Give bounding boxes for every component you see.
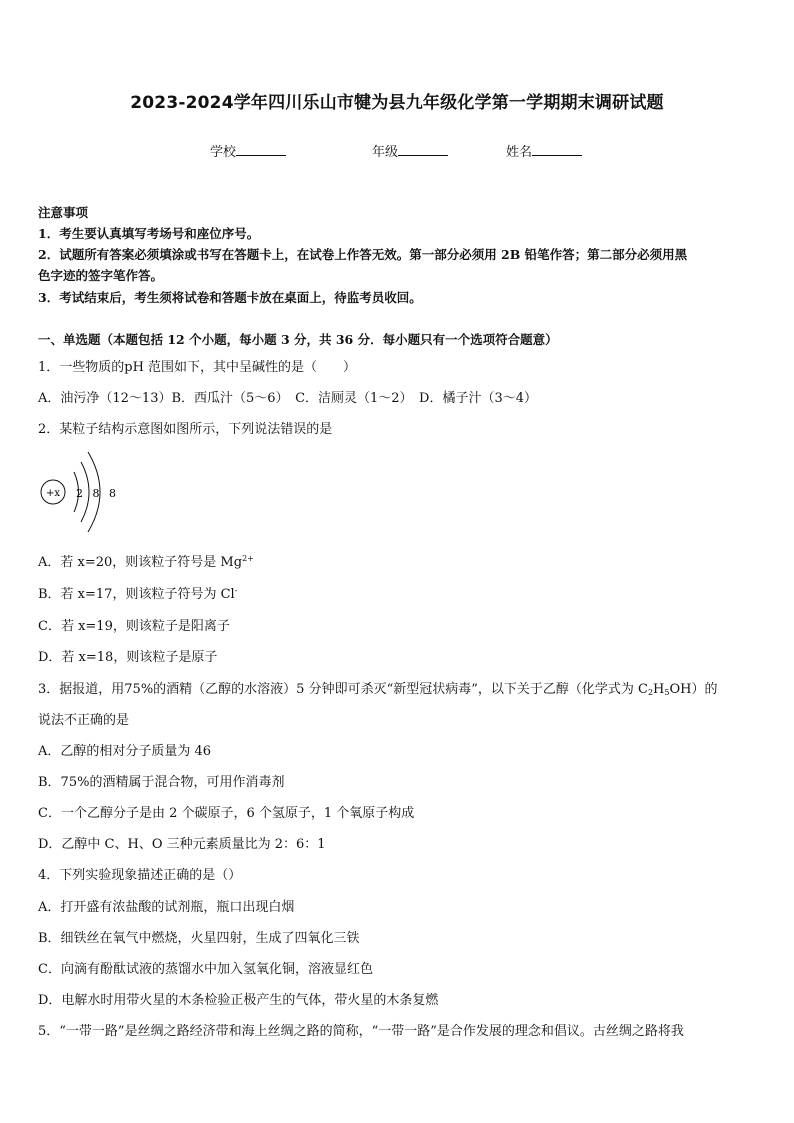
school-field: [210, 141, 286, 160]
name-blank[interactable]: [532, 143, 582, 156]
q1-options: A．油污净（12～13）B．西瓜汁（5～6） C．洁厕灵（1～2） D．橘子汁（3～4）: [38, 391, 538, 406]
q2-option-a: A．若 x=20，则该粒子符号是 $Mg^{2+}$: [38, 554, 254, 570]
notes-item-3: 3．考试结束后，考生须将试卷和答题卡放在桌面上，待监考员收回。: [38, 290, 422, 305]
q4-stem: 4．下列实验现象描述正确的是（）: [38, 868, 242, 883]
q2-option-d: D．若 x=18，则该粒子是原子: [38, 650, 218, 665]
name-field: [506, 141, 582, 160]
school-blank[interactable]: [236, 143, 286, 156]
q1-stem: 1．一些物质的pH 范围如下，其中呈碱性的是（ ）: [38, 360, 357, 375]
q4-option-a: A．打开盛有浓盐酸的试剂瓶，瓶口出现白烟: [38, 900, 295, 915]
section-heading: 一、单选题（本题包括 12 个小题，每小题 3 分，共 36 分．每小题只有一个选项符合题意）: [38, 332, 558, 347]
grade-field: [372, 141, 448, 160]
grade-label: 年级: [372, 145, 399, 160]
notes-item-2b: 色字迹的签字笔作答。: [38, 268, 164, 283]
q3-option-d: D．乙醇中 C、H、O 三种元素质量比为 2：6：1: [38, 837, 326, 852]
q4-option-d: D．电解水时用带火星的木条检验正极产生的气体，带火星的木条复燃: [38, 993, 439, 1008]
q2-option-c: C．若 x=19，则该粒子是阳离子: [38, 619, 230, 634]
page-title: 2023-2024学年四川乐山市犍为县九年级化学第一学期期末调研试题: [130, 93, 664, 113]
notes-item-2a: 2．试题所有答案必须填涂或书写在答题卡上，在试卷上作答无效。第一部分必须用 2B 铅笔作答；第二部分必须用黑: [38, 247, 688, 262]
notes-item-1: 1．考生要认真填写考场号和座位序号。: [38, 226, 260, 241]
q2-option-b-charge: -: [234, 586, 238, 595]
nucleus-label: +x: [45, 488, 61, 499]
student-info-row: [0, 141, 794, 161]
school-label: 学校: [210, 145, 237, 160]
particle-structure-diagram: [30, 440, 130, 540]
q2-option-b: B．若 x=17，则该粒子符号为 Cl-: [38, 586, 238, 602]
shell-electron-counts: 2 8 8: [76, 487, 119, 500]
q3-stem-line2: 说法不正确的是: [38, 713, 130, 728]
grade-blank[interactable]: [398, 143, 448, 156]
q5-stem: 5．“一带一路”是丝绸之路经济带和海上丝绸之路的简称，“一带一路”是合作发展的理念和倡议。古丝绸之路将我: [38, 1024, 684, 1039]
q2-stem: 2．某粒子结构示意图如图所示，下列说法错误的是: [38, 422, 333, 437]
q3-option-a: A．乙醇的相对分子质量为 46: [38, 744, 212, 759]
q3-option-c: C．一个乙醇分子是由 2 个碳原子，6 个氢原子，1 个氧原子构成: [38, 806, 415, 821]
q4-option-c: C．向滴有酚酞试液的蒸馏水中加入氢氧化铜，溶液显红色: [38, 962, 373, 977]
q4-option-b: B．细铁丝在氧气中燃烧，火星四射，生成了四氧化三铁: [38, 931, 360, 946]
q2-option-a-charge: 2+: [242, 554, 254, 563]
notes-heading: 注意事项: [38, 205, 89, 220]
q3-stem-line1: 3．据报道，用75%的酒精（乙醇的水溶液）5 分钟即可杀灭“新型冠状病毒”，以下关于乙醇（化学式为 $C_2H_5OH$）的: [38, 682, 718, 697]
q3-option-b: B．75%的酒精属于混合物，可用作消毒剂: [38, 775, 285, 790]
name-label: 姓名: [506, 145, 533, 160]
